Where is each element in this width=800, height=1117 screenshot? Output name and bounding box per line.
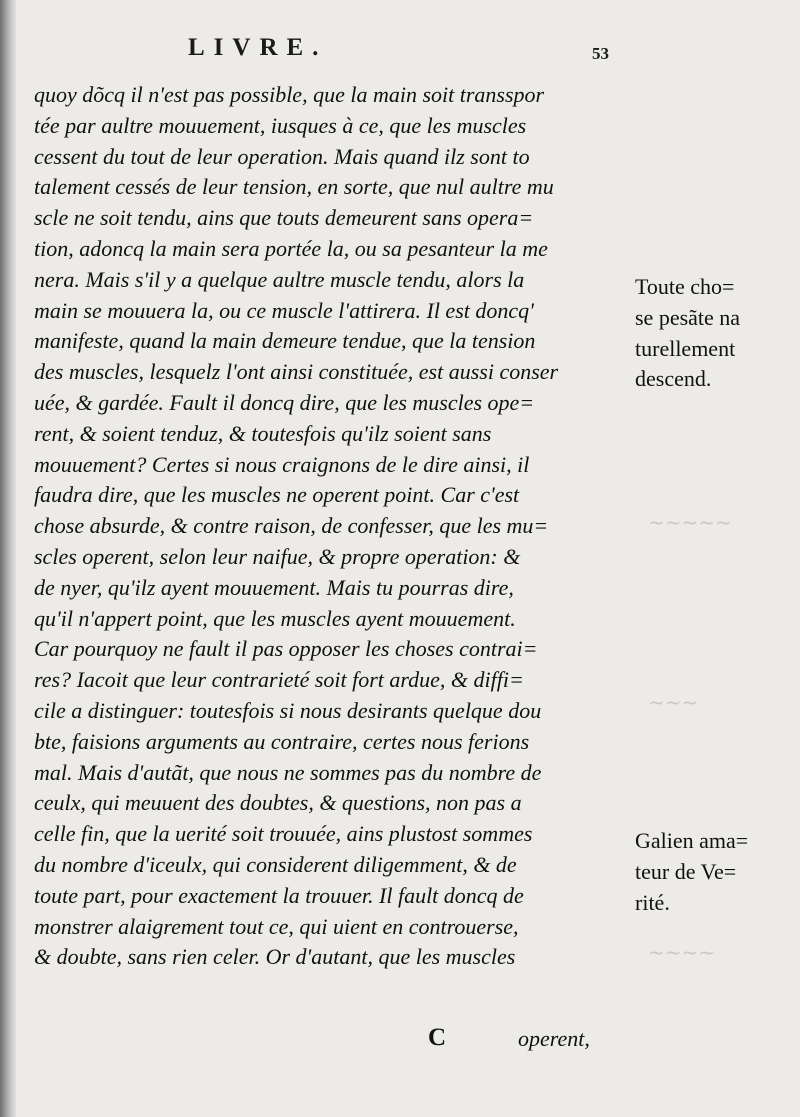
running-title: LIVRE. — [188, 34, 328, 61]
text-line: mal. Mais d'autãt, que nous ne sommes pas du nombre de — [34, 759, 542, 785]
text-line: cessent du tout de leur operation. Mais quand ilz sont to — [34, 143, 530, 169]
text-line: mouuement? Certes si nous craignons de le dire ainsi, il — [34, 451, 530, 477]
text-line: manifeste, quand la main demeure tendue, que la tension — [34, 328, 536, 354]
text-line: & doubte, sans rien celer. Or d'autant, que les muscles — [34, 944, 516, 970]
margin-note-line: turellement — [635, 335, 736, 361]
margin-note-line: rité. — [635, 889, 670, 915]
text-line: Car pourquoy ne fault il pas opposer les choses contrai= — [34, 636, 538, 662]
show-through-mark: ~~~~~ — [648, 510, 732, 534]
text-line: des muscles, lesquelz l'ont ainsi constituée, est aussi conser — [34, 359, 559, 385]
page-gutter-shadow — [0, 0, 16, 1117]
text-line: qu'il n'appert point, que les muscles ayent mouuement. — [34, 605, 516, 631]
text-line: chose absurde, & contre raison, de confesser, que les mu= — [34, 513, 549, 539]
catchword: operent, — [518, 1026, 590, 1051]
text-line: tée par aultre mouuement, iusques à ce, que les muscles — [34, 112, 527, 138]
text-line: uée, & gardée. Fault il doncq dire, que les muscles ope= — [34, 389, 535, 415]
main-text-block — [34, 80, 630, 973]
text-line: tion, adoncq la main sera portée la, ou sa pesanteur la me — [34, 235, 548, 261]
signature-mark: C — [428, 1024, 447, 1051]
text-line: scles operent, selon leur naifue, & propre operation: & — [34, 543, 521, 569]
margin-note-line: se pesãte na — [635, 304, 741, 330]
text-line: scle ne soit tendu, ains que touts demeurent sans opera= — [34, 205, 534, 231]
text-line: quoy dõcq il n'est pas possible, que la main soit transspor — [34, 82, 545, 107]
margin-note-line: Galien ama= — [635, 828, 749, 853]
margin-note-line: descend. — [635, 366, 712, 392]
text-line: monstrer alaigrement tout ce, qui uient en controuerse, — [34, 913, 519, 939]
margin-note-galien — [635, 826, 797, 918]
text-line: ceulx, qui meuuent des doubtes, & questions, non pas a — [34, 790, 522, 816]
text-line: du nombre d'iceulx, qui considerent diligemment, & de — [34, 851, 517, 877]
margin-note-line: teur de Ve= — [635, 858, 737, 884]
margin-note-line: Toute cho= — [635, 274, 735, 299]
text-line: de nyer, qu'ilz ayent mouuement. Mais tu pourras dire, — [34, 574, 514, 600]
text-line: cile a distinguer: toutesfois si nous desirants quelque dou — [34, 697, 542, 723]
page-number: 53 — [592, 44, 609, 63]
text-line: faudra dire, que les muscles ne operent point. Car c'est — [34, 482, 520, 508]
margin-note-descend — [635, 272, 797, 395]
text-line: bte, faisions arguments au contraire, certes nous ferions — [34, 728, 530, 754]
show-through-mark: ~~~ — [648, 690, 699, 714]
text-line: talement cessés de leur tension, en sorte, que nul aultre mu — [34, 174, 554, 200]
text-line: celle fin, que la uerité soit trouuée, ains plustost sommes — [34, 821, 533, 847]
text-line: rent, & soient tenduz, & toutesfois qu'ilz soient sans — [34, 420, 492, 446]
text-line: res? Iacoit que leur contrarieté soit fort ardue, & diffi= — [34, 667, 524, 693]
text-line: nera. Mais s'il y a quelque aultre muscle tendu, alors la — [34, 266, 525, 292]
show-through-mark: ~~~~ — [648, 940, 716, 964]
text-line: main se mouuera la, ou ce muscle l'attirera. Il est doncq' — [34, 297, 534, 323]
text-line: toute part, pour exactement la trouuer. Il fault doncq de — [34, 882, 524, 908]
